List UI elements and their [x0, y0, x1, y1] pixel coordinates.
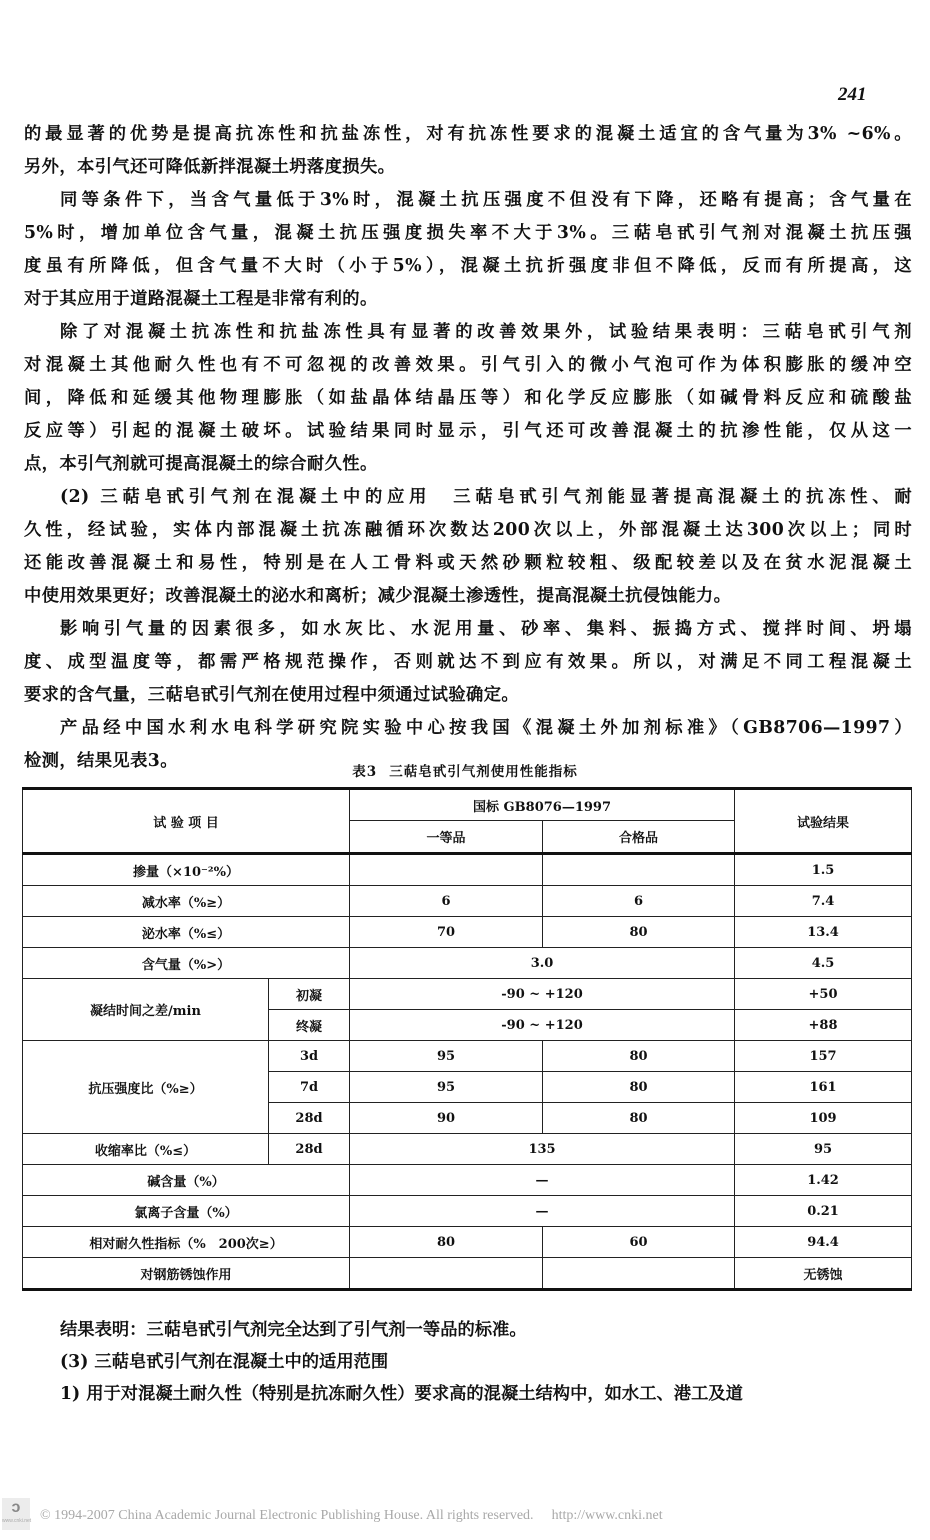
text-line: 对于其应用于道路混凝土工程是非常有利的。 — [24, 289, 378, 309]
cell-qualified: 60 — [543, 1227, 735, 1258]
table-row — [23, 1041, 912, 1072]
cell-first — [350, 1258, 543, 1290]
row-item: 氯离子含量（%） — [23, 1196, 350, 1227]
text-line: 5%时，增加单位含气量，混凝土抗压强度损失率不大于3%。三萜皂甙引气剂对混凝土抗压强 — [24, 223, 912, 243]
table-row — [23, 1196, 912, 1227]
page-number: 241 — [838, 84, 867, 105]
cell-result: 1.42 — [735, 1165, 912, 1196]
text-line: 度、成型温度等，都需严格规范操作，否则就达不到应有效果。所以，对满足不同工程混凝土 — [24, 652, 912, 672]
text-line: 反应等）引起的混凝土破坏。试验结果同时显示，引气还可改善混凝土的抗渗性能，仅从这一 — [24, 421, 912, 441]
header-result: 试验结果 — [735, 789, 912, 854]
cell-sub: 7d — [269, 1072, 350, 1103]
table-row — [23, 1165, 912, 1196]
cell-qualified — [543, 1258, 735, 1290]
text-line: 同等条件下，当含气量低于3%时，混凝土抗压强度不但没有下降，还略有提高；含气量在 — [60, 190, 912, 210]
cell-first: 6 — [350, 886, 543, 917]
cell-qualified: 80 — [543, 1103, 735, 1134]
cell-first — [350, 854, 543, 886]
paragraph-2 — [24, 184, 912, 316]
text-line: 久性，经试验，实体内部混凝土抗冻融循环次数达200次以上，外部混凝土达300次以上；同时 — [24, 520, 912, 540]
cell-result: 13.4 — [735, 917, 912, 948]
text-line: 另外，本引气还可降低新拌混凝土坍落度损失。 — [24, 157, 396, 177]
cell-sub: 28d — [269, 1134, 350, 1165]
cell-qualified — [543, 854, 735, 886]
after-table-text — [24, 1314, 912, 1410]
cell-result: 7.4 — [735, 886, 912, 917]
header-first-grade: 一等品 — [350, 821, 543, 854]
section-heading: (3) 三萜皂甙引气剂在混凝土中的适用范围 — [60, 1352, 389, 1372]
cell-result: 95 — [735, 1134, 912, 1165]
table-header-row — [23, 789, 912, 821]
paragraph-5 — [24, 613, 912, 712]
cell-sub: 初凝 — [269, 979, 350, 1010]
cell-sub: 3d — [269, 1041, 350, 1072]
cell-qualified: 80 — [543, 917, 735, 948]
cell-result: 1.5 — [735, 854, 912, 886]
cell-qualified: 80 — [543, 1072, 735, 1103]
cell-merged: -90 ~ +120 — [350, 979, 735, 1010]
row-item: 对钢筋锈蚀作用 — [23, 1258, 350, 1290]
cell-first: 95 — [350, 1072, 543, 1103]
paragraph-4 — [24, 481, 912, 613]
conclusion-line: 结果表明：三萜皂甙引气剂完全达到了引气剂一等品的标准。 — [60, 1320, 527, 1340]
cell-result: 4.5 — [735, 948, 912, 979]
table-caption — [0, 760, 930, 780]
row-item: 掺量（×10⁻²%） — [23, 854, 350, 886]
header-item: 试 验 项 目 — [23, 789, 350, 854]
table-caption-label: 表3 — [352, 764, 378, 780]
list-item: 1) 用于对混凝土耐久性（特别是抗冻耐久性）要求高的混凝土结构中，如水工、港工及道 — [60, 1384, 743, 1404]
table-row — [23, 886, 912, 917]
table-row — [23, 979, 912, 1010]
text-line: 还能改善混凝土和易性，特别是在人工骨料或天然砂颗粒较粗、级配较差以及在贫水泥混凝土 — [24, 553, 912, 573]
paragraph-3 — [24, 316, 912, 481]
performance-table — [22, 787, 912, 1291]
paragraph-1 — [24, 118, 912, 184]
cell-merged: — — [350, 1196, 735, 1227]
footer-url[interactable]: http://www.cnki.net — [551, 1508, 663, 1523]
text-line: 点，本引气剂就可提高混凝土的综合耐久性。 — [24, 454, 378, 474]
text-line: 影响引气量的因素很多，如水灰比、水泥用量、砂率、集料、振捣方式、搅拌时间、坍塌 — [60, 619, 912, 639]
text-line: 要求的含气量，三萜皂甙引气剂在使用过程中须通过试验确定。 — [24, 685, 520, 705]
cnki-logo-text: www.cnki.net — [2, 1518, 32, 1524]
text-line: 间，降低和延缓其他物理膨胀（如盐晶体结晶压等）和化学反应膨胀（如碱骨料反应和硫酸盐 — [24, 388, 912, 408]
cell-result: 94.4 — [735, 1227, 912, 1258]
table-row — [23, 1227, 912, 1258]
text-line: 度虽有所降低，但含气量不大时（小于5%），混凝土抗折强度非但不降低，反而有所提高，这 — [24, 256, 912, 276]
row-item: 收缩率比（%≤） — [23, 1134, 269, 1165]
cell-merged: -90 ~ +120 — [350, 1010, 735, 1041]
cell-result: 0.21 — [735, 1196, 912, 1227]
cell-result: 157 — [735, 1041, 912, 1072]
row-item: 抗压强度比（%≥） — [23, 1041, 269, 1134]
cell-sub: 28d — [269, 1103, 350, 1134]
cell-qualified: 6 — [543, 886, 735, 917]
table-row — [23, 917, 912, 948]
cell-first: 70 — [350, 917, 543, 948]
text-line: 除了对混凝土抗冻性和抗盐冻性具有显著的改善效果外，试验结果表明：三萜皂甙引气剂 — [60, 322, 912, 342]
cell-result: +88 — [735, 1010, 912, 1041]
text-line: 的最显著的优势是提高抗冻性和抗盐冻性，对有抗冻性要求的混凝土适宜的含气量为3% ~6%。 — [24, 124, 912, 144]
row-item: 碱含量（%） — [23, 1165, 350, 1196]
header-qualified: 合格品 — [543, 821, 735, 854]
text-line: (2) 三萜皂甙引气剂在混凝土中的应用 三萜皂甙引气剂能显著提高混凝土的抗冻性、耐 — [60, 487, 912, 507]
cell-merged: — — [350, 1165, 735, 1196]
row-item: 泌水率（%≤） — [23, 917, 350, 948]
cell-result: +50 — [735, 979, 912, 1010]
text-line: 中使用效果更好；改善混凝土的泌水和离析；减少混凝土渗透性，提高混凝土抗侵蚀能力。 — [24, 586, 732, 606]
table-row — [23, 948, 912, 979]
text-line: 对混凝土其他耐久性也有不可忽视的改善效果。引气引入的微小气泡可作为体积膨胀的缓冲空 — [24, 355, 912, 375]
table-caption-title: 三萜皂甙引气剂使用性能指标 — [389, 764, 578, 780]
cell-result: 无锈蚀 — [735, 1258, 912, 1290]
row-item: 减水率（%≥） — [23, 886, 350, 917]
cell-result: 161 — [735, 1072, 912, 1103]
table-row — [23, 1134, 912, 1165]
cell-merged: 135 — [350, 1134, 735, 1165]
cell-result: 109 — [735, 1103, 912, 1134]
header-standard: 国标 GB8076—1997 — [350, 789, 735, 821]
copyright-notice — [40, 1508, 663, 1524]
text-line: 产品经中国水利水电科学研究院实验中心按我国《混凝土外加剂标准》（GB8706—1997） — [60, 718, 912, 738]
row-item: 相对耐久性指标（% 200次≥） — [23, 1227, 350, 1258]
cell-sub: 终凝 — [269, 1010, 350, 1041]
copyright-text: © 1994-2007 China Academic Journal Electronic Publishing House. All rights reserved. — [40, 1508, 534, 1523]
page-footer — [0, 1494, 930, 1522]
table-row — [23, 1258, 912, 1290]
cell-first: 80 — [350, 1227, 543, 1258]
cell-qualified: 80 — [543, 1041, 735, 1072]
row-item: 凝结时间之差/min — [23, 979, 269, 1041]
cnki-logo — [2, 1498, 30, 1530]
text-line: 检测，结果见表3。 — [24, 751, 178, 771]
row-item: 含气量（%>） — [23, 948, 350, 979]
cnki-logo-icon: ↄ — [11, 1499, 21, 1516]
cell-merged: 3.0 — [350, 948, 735, 979]
cell-first: 90 — [350, 1103, 543, 1134]
table-row — [23, 854, 912, 886]
cell-first: 95 — [350, 1041, 543, 1072]
